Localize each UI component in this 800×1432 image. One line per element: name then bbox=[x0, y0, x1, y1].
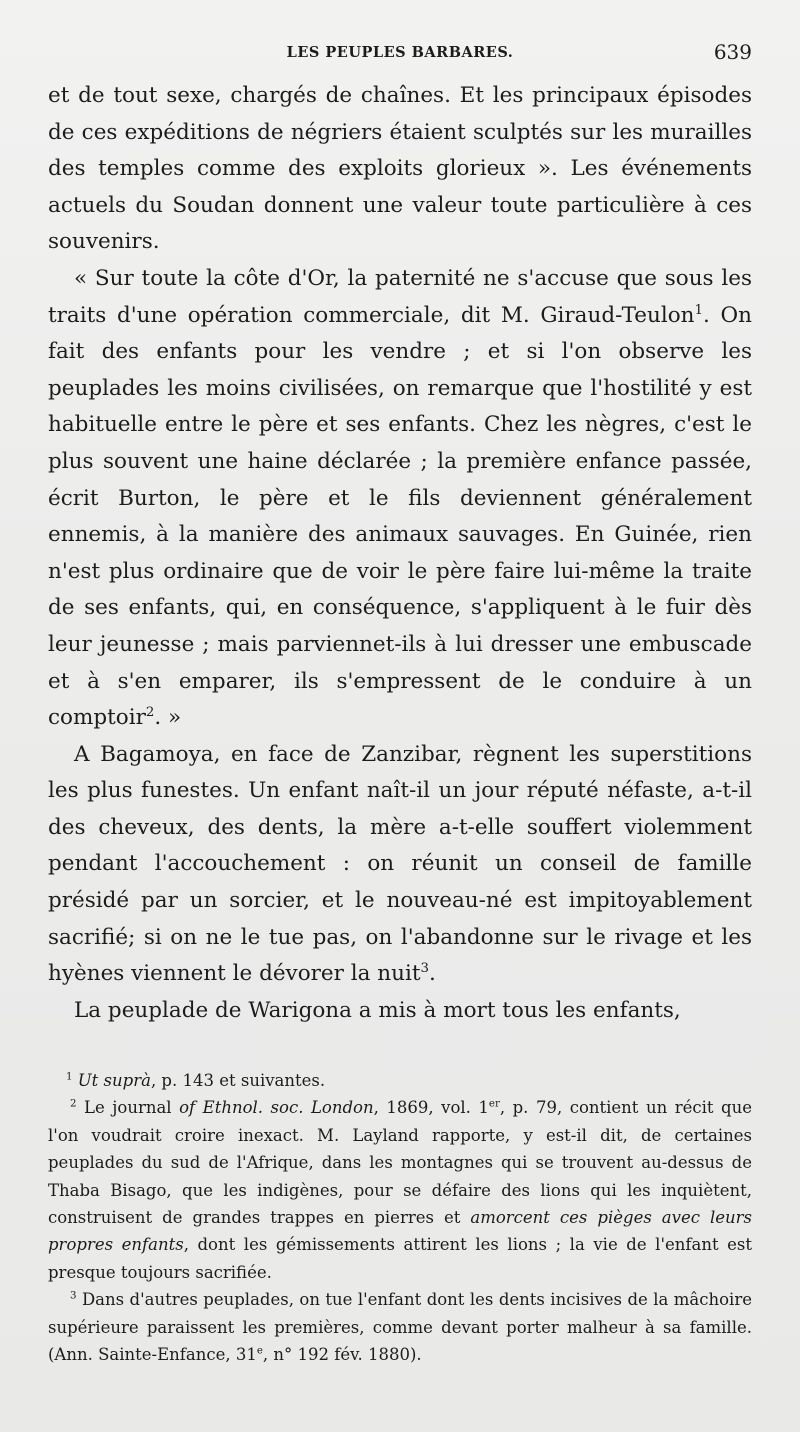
paragraph-3-text-b: . bbox=[429, 961, 436, 987]
footnote-3-text-a: Dans d'autres peuplades, on tue l'enfant dont les dents incisives de la mâchoire supérieure paraissent les premières, comme devant porter malheur à sa famille.(Ann. Sainte-Enfance, 31 bbox=[48, 1290, 752, 1365]
footnotes bbox=[48, 1067, 752, 1368]
page-number: 639 bbox=[713, 40, 752, 64]
running-head: LES PEUPLES BARBARES. bbox=[286, 44, 514, 61]
paragraph-2-text-c: . » bbox=[154, 705, 182, 731]
body-text bbox=[48, 78, 752, 1029]
footnote-2-text-b: , 1869, vol. 1 bbox=[373, 1098, 489, 1118]
footnote-ref-1: 1 bbox=[694, 302, 703, 318]
footnote-2-sup: er bbox=[488, 1098, 500, 1110]
footnote-3-mark: 3 bbox=[70, 1290, 77, 1302]
page-header bbox=[48, 40, 752, 70]
footnote-2-italic-2: amorcent ces pièges avec leurs propres enfants bbox=[48, 1208, 752, 1255]
paragraph-1-text: et de tout sexe, chargés de chaînes. Et les principaux épisodes de ces expéditions de négriers étaient sculptés sur les murailles des temples comme des exploits glorieux ». Les événements actuels du Soudan donnent une valeur toute particulière à ces souvenirs. bbox=[48, 83, 752, 255]
footnote-2-italic-1: of Ethnol. soc. London bbox=[179, 1098, 374, 1118]
footnote-2-text-a: Le journal bbox=[76, 1098, 180, 1118]
paragraph-4 bbox=[48, 993, 752, 1030]
paragraph-2 bbox=[48, 261, 752, 737]
paragraph-3 bbox=[48, 737, 752, 993]
footnote-2-mark: 2 bbox=[70, 1098, 77, 1110]
footnote-ref-3: 3 bbox=[420, 961, 429, 977]
footnote-3 bbox=[48, 1286, 752, 1368]
footnote-1-mark: 1 bbox=[66, 1071, 73, 1083]
footnote-1 bbox=[48, 1067, 752, 1094]
footnote-1-text: , p. 143 et suivantes. bbox=[150, 1071, 326, 1090]
paragraph-2-text-a: « Sur toute la côte d'Or, la paternité ne s'accuse que sous les traits d'une opération commerciale, dit M. Giraud-Teulon bbox=[48, 265, 752, 328]
footnote-1-italic: Ut suprà bbox=[77, 1071, 151, 1090]
paragraph-2-text-b: . On fait des enfants pour les vendre ; et si l'on observe les peuplades les moins civilisées, on remarque que l'hostilité y est habituelle entre le père et ses enfants. Chez les nègres, c'est le plus souvent une haine déclarée ; la première enfance passée, écrit Burton, le père et le fils deviennent généralement ennemis, à la manière des animaux sauvages. En Guinée, rien n'est plus ordinaire que de voir le père faire lui-même la traite de ses enfants, qui, en conséquence, s'appliquent à le fuir dès leur jeunesse ; mais parviennet-ils à lui dresser une embuscade et à s'en emparer, ils s'empressent de le conduire à un comptoir bbox=[48, 302, 752, 731]
footnote-2-text-c: , p. 79, contient un récit que l'on voudrait croire inexact. M. Layland rapporte, y est-il dit, de certaines peuplades du sud de l'Afrique, dans les montagnes qui se trouvent au-dessus de Thaba Bisago, que les indigènes, pour se défaire des lions qui les inquiètent, construisent de grandes trappes en pierres et bbox=[48, 1098, 752, 1228]
footnote-2 bbox=[48, 1094, 752, 1286]
footnote-ref-2: 2 bbox=[145, 704, 155, 720]
footnote-3-sup: e bbox=[256, 1345, 263, 1357]
paragraph-4-text: La peuplade de Warigona a mis à mort tous les enfants, bbox=[74, 997, 681, 1023]
paragraph-1 bbox=[48, 78, 752, 261]
footnote-3-text-b: , n° 192 fév. 1880). bbox=[262, 1345, 422, 1365]
paragraph-3-text-a: A Bagamoya, en face de Zanzibar, règnent les superstitions les plus funestes. Un enfant naît-il un jour réputé néfaste, a-t-il des cheveux, des dents, la mère a-t-elle souffert violemment pendant l'accouchement : on réunit un conseil de famille présidé par un sorcier, et le nouveau-né est impitoyablement sacrifié; si on ne le tue pas, on l'abandonne sur le rivage et les hyènes viennent le dévorer la nuit bbox=[48, 741, 752, 987]
footnote-2-text-d: , dont les gémissements attirent les lions ; la vie de l'enfant est presque toujours sacrifiée. bbox=[48, 1235, 752, 1282]
